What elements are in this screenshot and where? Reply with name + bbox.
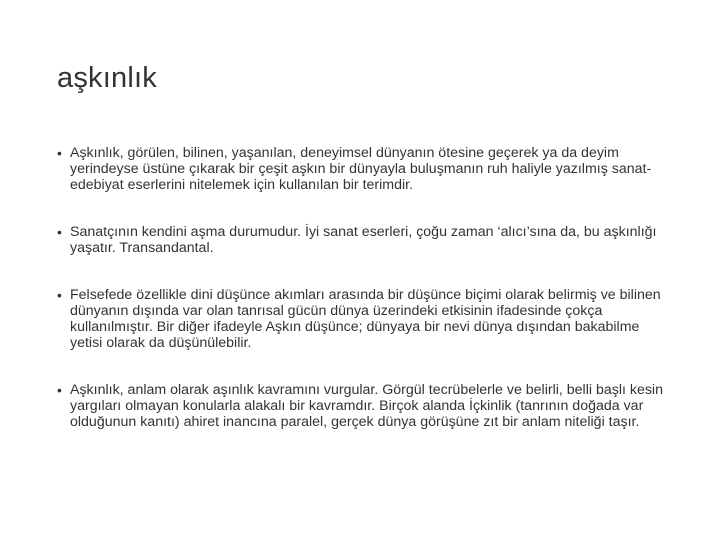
bullet-item [56, 145, 666, 193]
bullet-dot-icon: • [57, 287, 62, 303]
bullet-item [56, 382, 666, 430]
bullet-text: Sanatçının kendini aşma durumudur. İyi sanat eserleri, çoğu zaman ‘alıcı’sına da, bu aşkınlığı yaşatır. Transandantal. [70, 224, 657, 256]
bullet-dot-icon: • [57, 145, 62, 161]
bullet-list [56, 145, 666, 430]
bullet-dot-icon: • [57, 224, 62, 240]
bullet-text: Aşkınlık, görülen, bilinen, yaşanılan, deneyimsel dünyanın ötesine geçerek ya da deyim yerindeyse üstüne çıkarak bir çeşit aşkın bir dünyayla buluşmanın ruh haliyle yazılmış sanat-edebiyat eserlerini nitelemek için kullanılan bir terimdir. [70, 145, 652, 193]
bullet-text: Aşkınlık, anlam olarak aşınlık kavramını vurgular. Görgül tecrübelerle ve belirli, belli başlı kesin yargıları olmayan konularla alakalı bir kavramdır. Birçok alanda İçkinlik (tanrının doğada var olduğunun kanıtı) ahiret inancına paralel, gerçek dünya görüşüne zıt bir anlam niteliği taşır. [70, 382, 663, 430]
slide-title: aşkınlık [57, 62, 157, 94]
bullet-text: Felsefede özellikle dini düşünce akımları arasında bir düşünce biçimi olarak belirmiş ve bilinen dünyanın dışında var olan tanrısal gücün dünya üzerindeki etkisinin ifadesinde çokça kullanılmıştır. Bir diğer ifadeyle Aşkın düşünce; dünyaya bir nevi dünya dışından bakabilme yetisi olarak da düşünülebilir. [70, 287, 661, 351]
bullet-item [56, 287, 666, 351]
bullet-dot-icon: • [57, 382, 62, 398]
bullet-item [56, 224, 666, 256]
